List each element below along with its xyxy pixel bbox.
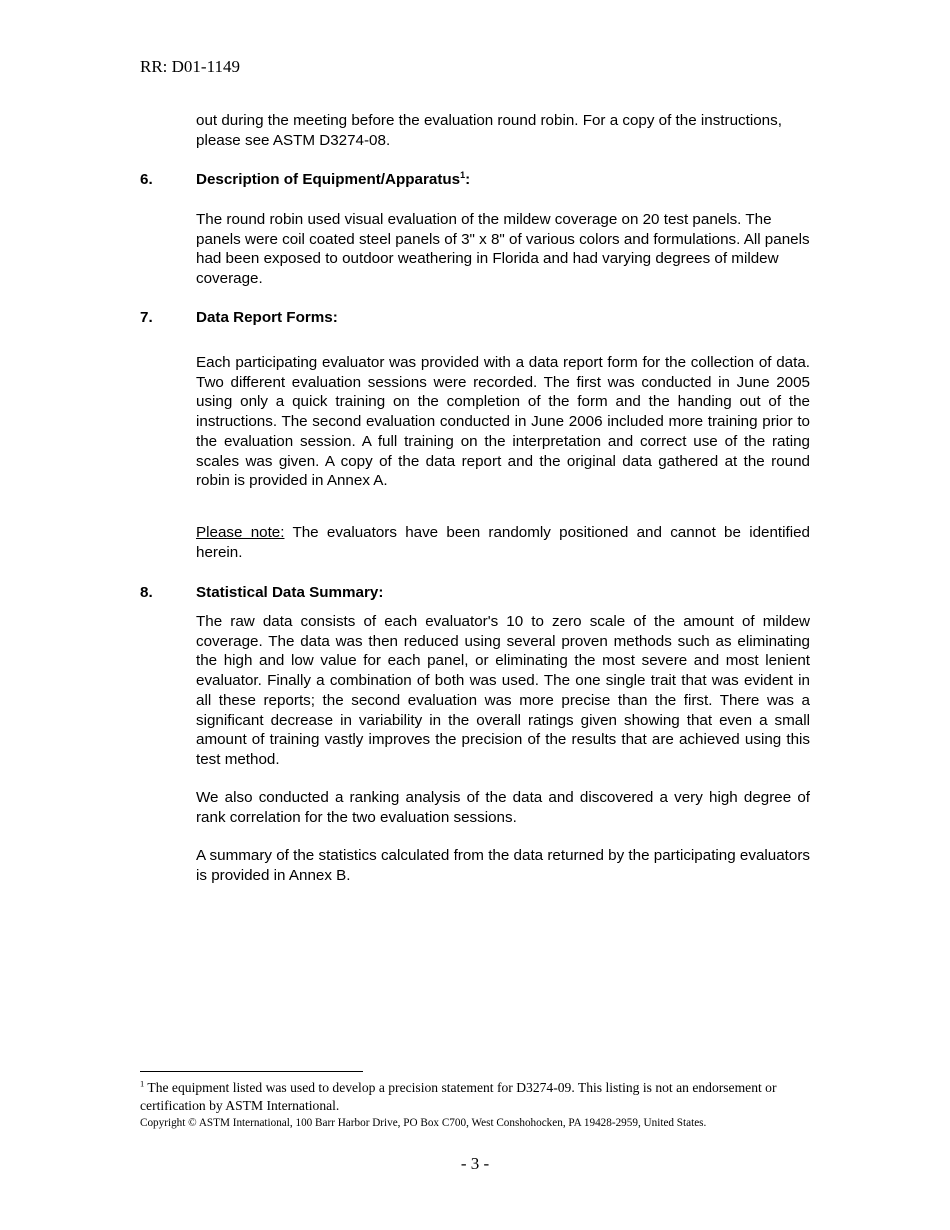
section-7-note bbox=[196, 523, 810, 562]
section-6-number: 6. bbox=[140, 171, 153, 188]
footnote-marker: 1 bbox=[140, 1078, 145, 1089]
section-6-title: Description of Equipment/Apparatus bbox=[196, 171, 461, 188]
section-6-paragraph: The round robin used visual evaluation of the mildew coverage on 20 test panels. The panels were coil coated steel panels of 3" x 8" of various colors and formulations. All panels had been exposed to outdoor weathering in Florida and had varying degrees of mildew coverage. bbox=[196, 211, 810, 288]
footnote-divider bbox=[140, 1071, 363, 1072]
footnote bbox=[140, 1079, 820, 1115]
report-id-header: RR: D01-1149 bbox=[140, 57, 240, 76]
section-7-paragraph: Each participating evaluator was provided with a data report form for the collection of data. Two different evaluation sessions were recorded. The first was conducted in June 2005 using only a quick training on the completion of the form and the handing out of the instructions. The second evaluation conducted in June 2006 included more training prior to the evaluation session. A full training on the interpretation and correct use of the rating scales was given. A copy of the data report and the original data gathered at the round robin is provided in Annex A. bbox=[196, 354, 810, 490]
section-8-paragraph-3: A summary of the statistics calculated from the data returned by the participating evaluators is provided in Annex B. bbox=[196, 847, 810, 884]
section-8-paragraph-1: The raw data consists of each evaluator's 10 to zero scale of the amount of mildew coverage. The data was then reduced using several proven methods such as eliminating the high and low value for each panel, or eliminating the most severe and most lenient evaluator. Finally a combination of both was used. The one single trait that was evident in all these reports; the second evaluation was more precise than the first. There was a significant decrease in variability in the overall ratings given showing that even a small amount of training vastly improves the precision of the results that are achieved using this test method. bbox=[196, 613, 810, 768]
footnote-reference: 1 bbox=[460, 169, 466, 180]
footnote-text: The equipment listed was used to develop a precision statement for D3274-09. This listing is not an endorsement or certification by ASTM International. bbox=[140, 1080, 777, 1113]
copyright-notice: Copyright © ASTM International, 100 Barr Harbor Drive, PO Box C700, West Conshohocken, PA 19428-2959, United States. bbox=[140, 1117, 707, 1129]
section-8-number: 8. bbox=[140, 584, 153, 601]
intro-continuation-paragraph: out during the meeting before the evaluation round robin. For a copy of the instructions, please see ASTM D3274-08. bbox=[196, 112, 782, 149]
section-7-title: Data Report Forms: bbox=[196, 309, 338, 326]
section-7-number: 7. bbox=[140, 309, 153, 326]
note-text: The evaluators have been randomly positioned and cannot be identified herein. bbox=[196, 524, 810, 561]
section-8-title: Statistical Data Summary: bbox=[196, 584, 384, 601]
section-6-heading bbox=[196, 170, 470, 190]
section-6-title-suffix: : bbox=[465, 171, 471, 188]
page-number: - 3 - bbox=[460, 1154, 490, 1173]
note-label: Please note: bbox=[196, 524, 285, 541]
section-8-paragraph-2: We also conducted a ranking analysis of the data and discovered a very high degree of rank correlation for the two evaluation sessions. bbox=[196, 789, 810, 826]
